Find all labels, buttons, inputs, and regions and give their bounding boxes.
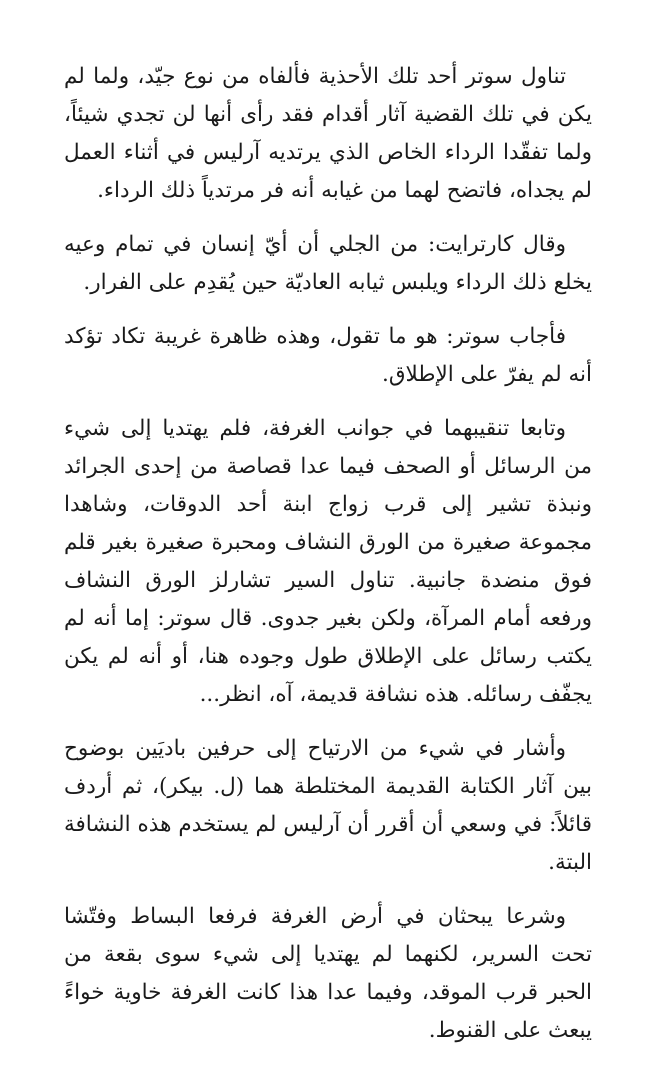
- book-page: [64, 58, 592, 1066]
- paragraph-4: وتابعا تنقيبهما في جوانب الغرفة، فلم يهتديا إلى شيء من الرسائل أو الصحف فيما عدا قصاصة من إحدى الجرائد ونبذة تشير إلى قرب زواج ابنة أحد الدوقات، وشاهدا مجموعة صغيرة من الورق النشاف ومحبرة صغيرة بغير قلم فوق منضدة جانبية. تناول السير تشارلز الورق النشاف ورفعه أمام المرآة، ولكن بغير جدوى. قال سوتر: إما أنه لم يكتب رسائل على الإطلاق طول وجوده هنا، أو أنه لم يكن يجفّف رسائله. هذه نشافة قديمة، آه، انظر...: [64, 416, 592, 707]
- paragraph-6: وشرعا يبحثان في أرض الغرفة فرفعا البساط وفتّشا تحت السرير، لكنهما لم يهتديا إلى شيء سوى بقعة من الحبر قرب الموقد، وفيما عدا هذا كانت الغرفة خاوية خواءً يبعث على القنوط.: [64, 904, 592, 1043]
- paragraph-1: تناول سوتر أحد تلك الأحذية فألفاه من نوع جيّد، ولما لم يكن في تلك القضية آثار أقدام فقد رأى أنها لن تجدي شيئاً، ولما تفقّدا الرداء الخاص الذي يرتديه آرليس في أثناء العمل لم يجداه، فاتضح لهما من غيابه أنه فر مرتدياً ذلك الرداء.: [64, 64, 592, 203]
- paragraph-5: وأشار في شيء من الارتياح إلى حرفين باديَين بوضوح بين آثار الكتابة القديمة المختلطة هما (ل. بيكر)، ثم أردف قائلاً: في وسعي أن أقرر أن آرليس لم يستخدم هذه النشافة البتة.: [64, 736, 592, 875]
- paragraph-2: وقال كارترايت: من الجلي أن أيّ إنسان في تمام وعيه يخلع ذلك الرداء ويلبس ثيابه العاديّة حين يُقدِم على الفرار.: [64, 232, 592, 295]
- paragraph-3: فأجاب سوتر: هو ما تقول، وهذه ظاهرة غريبة تكاد تؤكد أنه لم يفرّ على الإطلاق.: [64, 324, 592, 387]
